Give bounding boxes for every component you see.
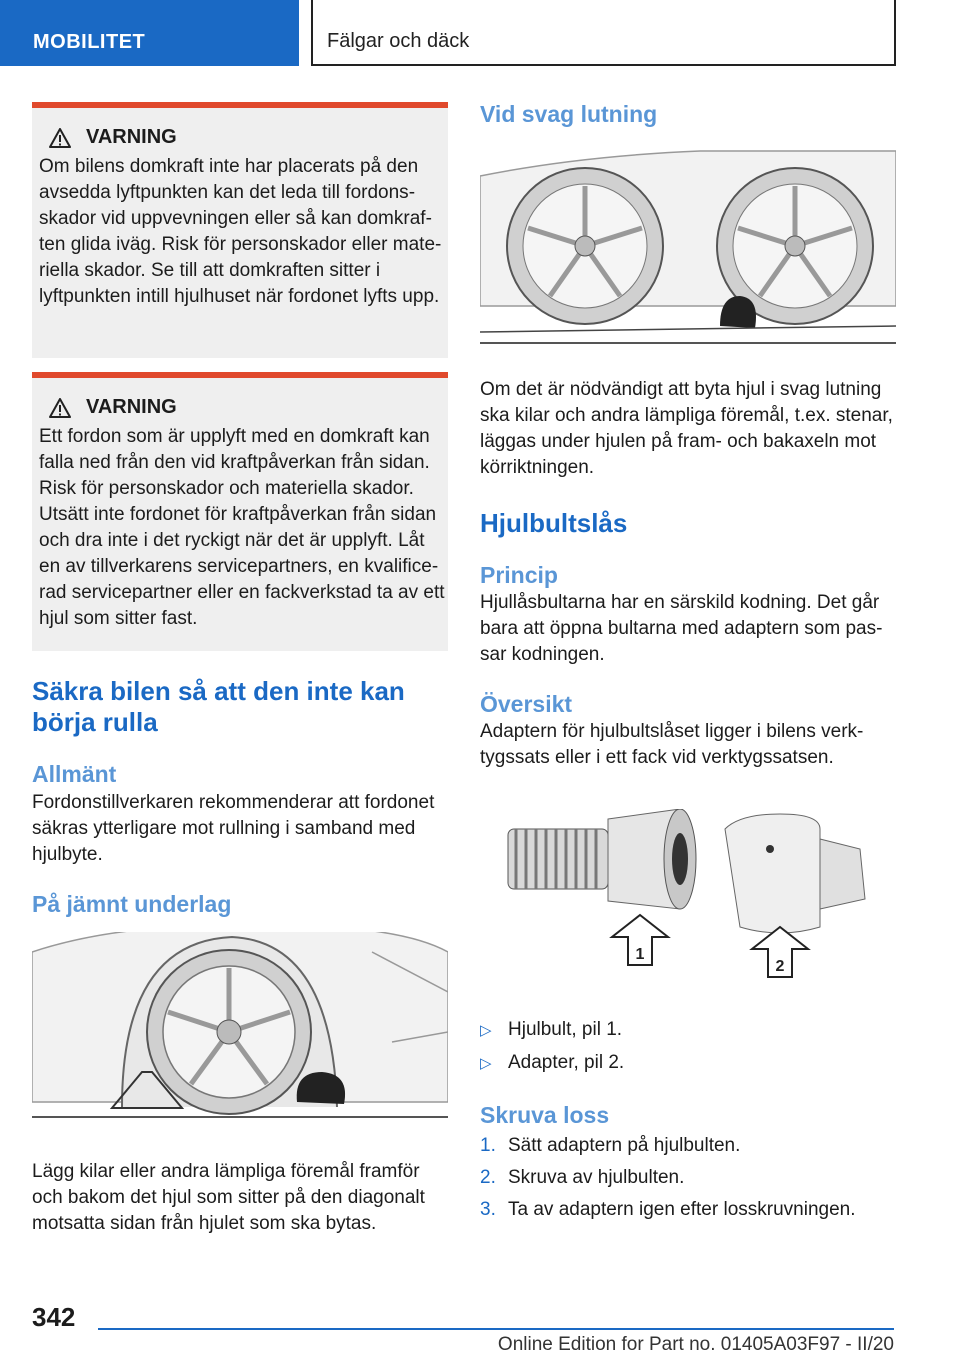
warning-title-text: VARNING	[86, 396, 177, 418]
header-chapter: Fälgar och däck	[311, 0, 896, 66]
paragraph: Hjullåsbultarna har en särskild kodning. Det går bara att öppna bultarna med adaptern som passar kodningen.	[480, 592, 883, 665]
subheading: Vid svag lutning	[480, 101, 658, 127]
triangle-bullet-icon: ▷	[480, 1022, 492, 1039]
step-number: 2.	[480, 1167, 496, 1188]
wheel-chock-image	[32, 932, 448, 1116]
subheading: Allmänt	[32, 761, 117, 787]
paragraph: Fordonstillverkaren rekommenderar att fordonet säkras ytterligare mot rullning i samband med hjulbyte.	[32, 792, 435, 865]
bolt-adapter-image	[480, 809, 896, 993]
warning-triangle-icon	[49, 398, 71, 418]
list-item	[480, 1165, 896, 1191]
header-section: MOBILITET	[0, 0, 299, 66]
subheading: Översikt	[480, 691, 573, 717]
list-item	[480, 1197, 896, 1223]
bullet-list	[480, 1017, 896, 1077]
warning-triangle-icon	[49, 128, 71, 148]
list-item	[480, 1133, 896, 1159]
wheels-slope-image	[480, 146, 896, 342]
warning-box	[32, 102, 448, 358]
illustration-wheels-slope	[480, 146, 896, 344]
subheading: Skruva loss	[480, 1102, 610, 1128]
arrow-label: 2	[775, 958, 785, 975]
step-number: 3.	[480, 1199, 496, 1220]
warning-text: Ett fordon som är upplyft med en domkraft kan falla ned från den vid kraftpåverkan från sidan. Risk för personskador och materiella skador. Utsätt inte fordonet för kraftpåverkan från sidan och dra inte i det ryckigt när det är upplyft. Låt en av tillverkarens servicepartners, en kvalificerad servicepartner eller en fackverkstad ta av ett hjul som sitter fast.	[39, 426, 445, 629]
step-number: 1.	[480, 1135, 496, 1156]
section-heading: Säkra bilen så att den inte kan börja rulla	[32, 676, 405, 737]
list-item-text: Hjulbult, pil 1.	[508, 1019, 623, 1040]
paragraph: Adaptern för hjulbultslåset ligger i bilens verktygssats eller i ett fack vid verktygssatsen.	[480, 721, 864, 768]
footer-edition: Online Edition for Part no. 01405A03F97 - II/20	[497, 1334, 894, 1355]
footer-divider	[98, 1328, 894, 1330]
illustration-bolt-adapter	[480, 809, 896, 993]
paragraph: Om det är nödvändigt att byta hjul i svag lutning ska kilar och andra lämpliga föremål, t.ex. stenar, läggas under hjulen på fram- och bakaxeln mot körriktningen.	[480, 379, 893, 478]
subheading: På jämnt underlag	[32, 891, 232, 917]
step-text: Sätt adaptern på hjulbulten.	[508, 1135, 741, 1156]
illustration-wheel-level	[32, 932, 448, 1118]
page-number: 342	[32, 1302, 76, 1332]
section-heading: Hjulbultslås	[480, 508, 628, 538]
warning-text: Om bilens domkraft inte har placerats på den avsedda lyftpunkten kan det leda till fordonsskador vid uppvevningen eller så kan domkraften glida iväg. Risk för personskador eller materiella skador. Se till att domkraften sitter i lyftpunkten intill hjulhuset när fordonet lyfts upp.	[39, 156, 442, 307]
warning-title	[39, 396, 448, 419]
step-text: Skruva av hjulbulten.	[508, 1167, 685, 1188]
list-item	[480, 1017, 896, 1044]
arrow-label: 1	[635, 946, 645, 963]
triangle-bullet-icon: ▷	[480, 1055, 492, 1072]
numbered-list	[480, 1133, 896, 1223]
bolt-thread	[508, 829, 608, 889]
subheading: Princip	[480, 562, 558, 588]
list-item-text: Adapter, pil 2.	[508, 1052, 625, 1073]
right-column	[480, 100, 896, 1229]
paragraph: Lägg kilar eller andra lämpliga föremål framför och bakom det hjul som sitter på den diagonalt motsatta sidan från hjulet som ska bytas.	[32, 1161, 425, 1234]
warning-title	[39, 126, 448, 149]
step-text: Ta av adaptern igen efter losskruvningen.	[508, 1199, 856, 1220]
list-item	[480, 1050, 896, 1077]
warning-box	[32, 372, 448, 651]
warning-title-text: VARNING	[86, 126, 177, 148]
left-column	[32, 102, 448, 1237]
